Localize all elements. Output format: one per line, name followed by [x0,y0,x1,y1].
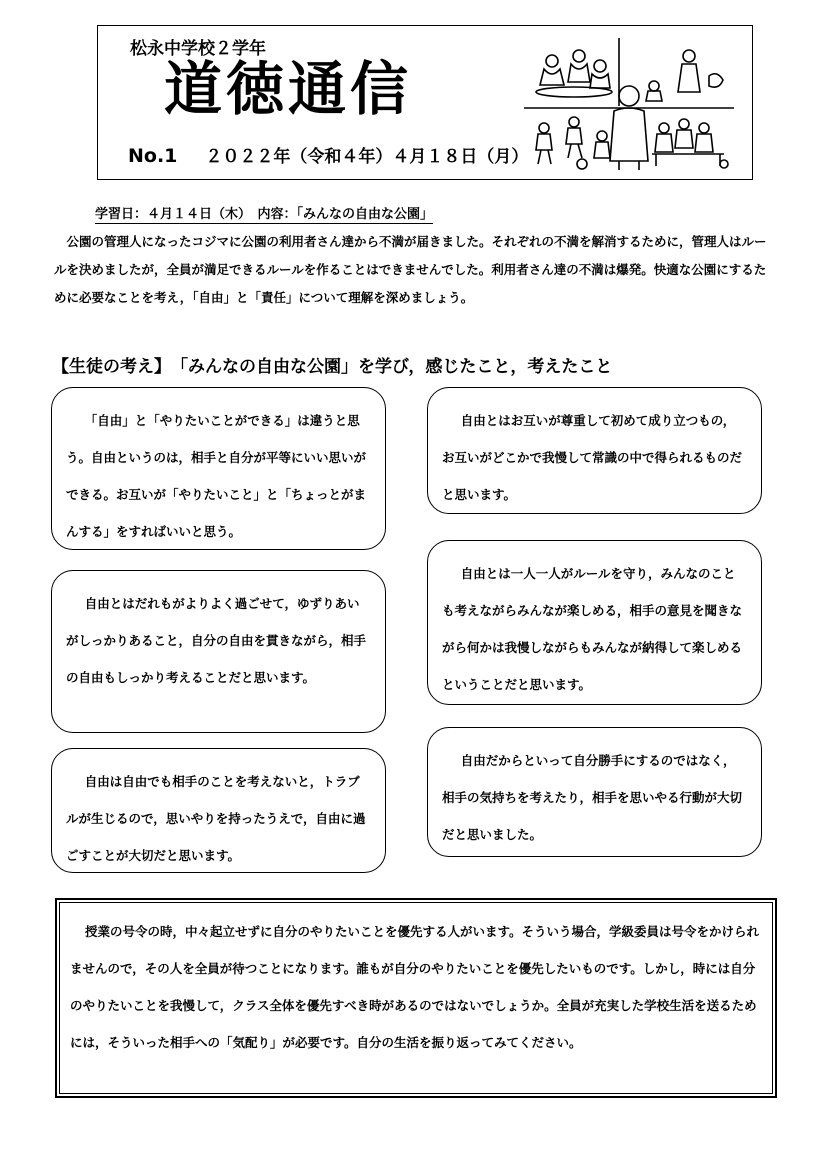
teacher-summary-text: 授業の号令の時，中々起立せずに自分のやりたいことを優先する人がいます。そういう場合，学級委員は号令をかけられませんので，その人を全員が待つことになります。誰もが自分のやりたいことを優先したいものです。しかし，時には自分のやりたいことを我慢して，クラス全体を優先すべき時があるのではないでしょうか。全員が充実した学校生活を送るためには，そういった相手への「気配り」が必要です。自分の生活を振り返ってみてください。 [70,924,760,1050]
issue-line [128,142,528,167]
newsletter-title: 道徳通信 [164,55,413,123]
opinion-text: 自由は自由でも相手のことを考えないと，トラブルが生じるので，思いやりを持ったうえで，自由に過ごすことが大切だと思います。 [66,774,366,863]
teacher-summary-inner [59,902,773,1094]
study-date-topic: 学習日：４月１４日（木） 内容：「みんなの自由な公園」 [95,203,433,224]
teacher-summary-box [55,898,777,1098]
student-opinion-bubble [51,387,386,550]
opinion-text: 「自由」と「やりたいことができる」は違うと思う。自由というのは，相手と自分が平等にいい思いができる。お互いが「やりたいこと」と「ちょっとがまんする」をすればいいと思う。 [66,413,367,539]
opinion-text: 自由とはだれもがよりよく過ごせて，ゆずりあいがしっかりあること，自分の自由を貫きながら，相手の自由もしっかり考えることだと思います。 [66,596,367,685]
intro-text: 公園の管理人になったコジマに公園の利用者さん達から不満が届きました。それぞれの不満を解消するために，管理人はルールを決めましたが，全員が満足できるルールを作ることはできませんでした。利用者さん達の不満は爆発。快適な公園にするために必要なことを考え，「自由」と「責任」について理解を深めましょう。 [54,234,767,305]
park-people-illustration [524,36,734,171]
newsletter-header [97,25,753,180]
issue-date: ２０２２年（令和４年）４月１８日（月） [205,147,529,167]
issue-number: No.1 [128,145,178,167]
lesson-introduction [54,228,776,312]
student-opinion-bubble [51,570,386,733]
student-opinion-bubble [427,727,762,857]
student-opinion-bubble [51,748,386,873]
student-thoughts-heading: 【生徒の考え】 「みんなの自由な公園」を学び，感じたこと，考えたこと [52,357,613,377]
opinion-text: 自由とはお互いが尊重して初めて成り立つもの，お互いがどこかで我慢して常識の中で得られるものだと思います。 [442,413,743,502]
opinion-text: 自由とは一人一人がルールを守り，みんなのことも考えながらみんなが楽しめる，相手の意見を聞きながら何かは我慢しながらもみんなが納得して楽しめるということだと思います。 [442,566,743,692]
school-name: 松永中学校２学年 [130,39,266,59]
student-opinion-bubble [427,540,762,705]
opinion-text: 自由だからといって自分勝手にするのではなく，相手の気持ちを考えたり，相手を思いやる行動が大切だと思いました。 [442,753,743,842]
student-opinion-bubble [427,387,762,514]
